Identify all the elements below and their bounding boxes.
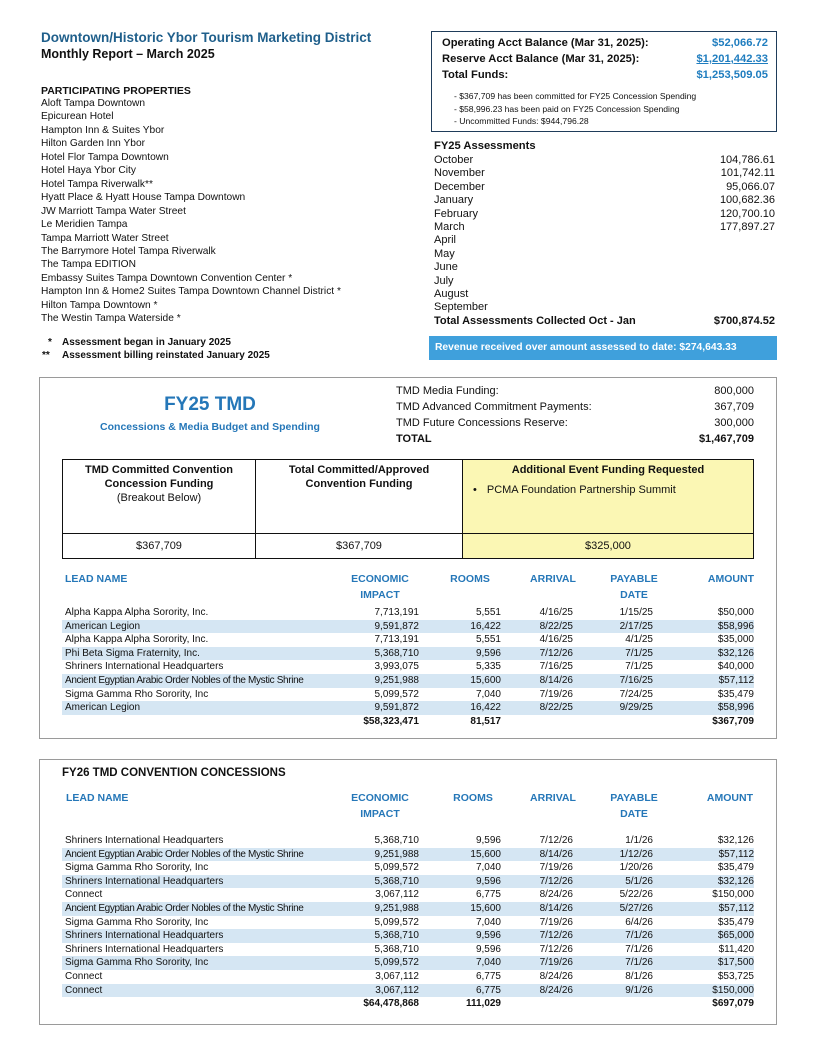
table-row — [62, 848, 754, 862]
balance-note: - $367,709 has been committed for FY25 Concession Spending — [454, 91, 697, 101]
cell-rooms: 9,596 — [475, 943, 501, 955]
cell-amount: $35,000 — [717, 634, 754, 646]
assessment-month: December — [434, 180, 485, 193]
cell-rooms: 7,040 — [475, 916, 501, 928]
cell-amount: $150,000 — [712, 984, 754, 996]
cell-lead: Sigma Gamma Rho Sorority, Inc — [65, 862, 209, 874]
property-item: Hotel Flor Tampa Downtown — [41, 151, 169, 163]
table-row — [62, 970, 754, 984]
cell-rooms: 16,422 — [470, 702, 501, 714]
total-rooms: 81,517 — [470, 715, 501, 727]
cell-payable: 1/1/26 — [625, 835, 653, 846]
table-row — [62, 916, 754, 930]
cell-amount: $32,126 — [717, 835, 754, 846]
org-title: Downtown/Historic Ybor Tourism Marketing District — [41, 30, 372, 45]
additional-funding-item — [473, 484, 753, 496]
assessment-row — [434, 194, 775, 207]
col-rooms: ROOMS — [450, 573, 490, 585]
cell-amount: $32,126 — [717, 647, 754, 659]
cell-payable: 9/1/26 — [625, 984, 653, 996]
cell-lead: Ancient Egyptian Arabic Order Nobles of the Mystic Shrine — [65, 674, 304, 686]
fy25-subtitle: Concessions & Media Budget and Spending — [100, 421, 320, 433]
header-line: Additional Event Funding Requested — [511, 464, 705, 476]
cell-impact: 3,993,075 — [374, 661, 419, 673]
balance-note: - $58,996.23 has been paid on FY25 Concession Spending — [454, 103, 680, 114]
cell-payable: 7/1/25 — [625, 647, 653, 659]
funding-summary — [396, 385, 754, 449]
col-date: DATE — [620, 808, 648, 820]
table-row — [62, 929, 754, 943]
cell-impact: 5,368,710 — [374, 647, 419, 659]
cell-arrival: 7/12/26 — [539, 930, 573, 942]
cell-impact: 5,368,710 — [374, 943, 419, 955]
cell-arrival: 7/12/26 — [539, 943, 573, 955]
cell-arrival: 7/19/26 — [539, 688, 573, 700]
assessment-month: October — [434, 154, 474, 166]
cell-rooms: 9,596 — [475, 930, 501, 942]
assessment-total-label: Total Assessments Collected Oct - Jan — [434, 314, 636, 327]
cell-impact: 5,099,572 — [374, 916, 419, 928]
fy25-title: FY25 TMD — [164, 394, 256, 415]
total-impact: $64,478,868 — [363, 998, 419, 1010]
operating-balance-row — [442, 37, 776, 53]
property-item: The Westin Tampa Waterside * — [41, 313, 181, 325]
fy25-rows — [62, 606, 754, 729]
cell-rooms: 6,775 — [475, 984, 501, 996]
assessment-month: March — [434, 220, 465, 233]
commitment-table — [62, 459, 754, 559]
assessment-value: 100,682.36 — [719, 194, 775, 207]
table-row — [62, 660, 754, 674]
cell-lead: Sigma Gamma Rho Sorority, Inc — [65, 688, 209, 700]
cell-amount: $57,112 — [718, 848, 754, 860]
cell-payable: 1/20/26 — [619, 862, 653, 874]
cell-payable: 7/16/25 — [619, 674, 653, 686]
cell-lead: Shriners International Headquarters — [65, 835, 224, 846]
properties-heading: PARTICIPATING PROPERTIES — [41, 85, 191, 97]
cell-amount: $53,725 — [717, 970, 754, 982]
cell-payable: 6/4/26 — [625, 916, 653, 928]
cell-amount: $32,126 — [717, 875, 754, 887]
funding-row — [396, 401, 754, 417]
table-row — [62, 943, 754, 957]
cell-impact: 5,368,710 — [374, 835, 419, 846]
cell-rooms: 15,600 — [470, 902, 501, 914]
cell-amount: $57,112 — [718, 674, 754, 686]
property-item: Embassy Suites Tampa Downtown Convention Center * — [41, 272, 293, 284]
cell-arrival: 8/14/26 — [539, 902, 573, 914]
total-committed-value: $367,709 — [256, 534, 463, 559]
assessment-row — [434, 248, 775, 261]
total-amount: $697,079 — [712, 998, 754, 1010]
assessment-month: August — [434, 287, 469, 300]
note-text-1: Assessment began in January 2025 — [62, 337, 231, 348]
property-item: Hotel Tampa Riverwalk** — [41, 178, 153, 190]
cell-rooms: 5,335 — [475, 661, 501, 673]
assessment-row — [434, 208, 775, 221]
reserve-balance-label: Reserve Acct Balance (Mar 31, 2025): — [442, 53, 640, 65]
cell-payable: 5/22/26 — [619, 889, 653, 901]
note-mark-1: * — [48, 337, 52, 348]
cell-arrival: 7/12/26 — [539, 647, 573, 659]
assessment-row — [434, 301, 775, 314]
cell-arrival: 8/24/26 — [539, 984, 573, 996]
assessment-row — [434, 181, 775, 194]
assessment-row — [434, 154, 775, 167]
assessment-value: 177,897.27 — [719, 220, 775, 233]
cell-arrival: 8/14/26 — [539, 674, 573, 686]
col-payable: PAYABLE — [610, 792, 658, 804]
cell-arrival: 8/22/25 — [539, 702, 573, 714]
cell-rooms: 7,040 — [475, 957, 501, 969]
cell-arrival: 8/24/26 — [539, 889, 573, 901]
cell-arrival: 8/22/25 — [539, 620, 573, 632]
assessment-month: January — [434, 194, 474, 207]
assessment-row — [434, 167, 775, 180]
cell-payable: 1/15/25 — [619, 607, 653, 618]
cell-lead: Ancient Egyptian Arabic Order Nobles of the Mystic Shrine — [65, 902, 304, 914]
col-economic: ECONOMIC — [351, 792, 409, 804]
table-row — [62, 688, 754, 702]
table-row — [62, 902, 754, 916]
funding-total-value: $1,467,709 — [698, 433, 754, 445]
funding-row — [396, 417, 754, 433]
cell-payable: 9/29/25 — [619, 702, 653, 714]
cell-amount: $40,000 — [717, 661, 754, 673]
col-arrival: ARRIVAL — [530, 792, 576, 804]
cell-amount: $11,420 — [718, 943, 754, 955]
property-item: Epicurean Hotel — [41, 111, 114, 123]
assessment-total-value: $700,874.52 — [713, 314, 775, 327]
funding-total-label: TOTAL — [396, 433, 432, 445]
operating-balance-label: Operating Acct Balance (Mar 31, 2025): — [442, 37, 649, 49]
cell-impact: 9,591,872 — [374, 702, 419, 714]
cell-impact: 3,067,112 — [375, 889, 419, 901]
property-item: Hyatt Place & Hyatt House Tampa Downtown — [41, 192, 246, 204]
cell-payable: 5/1/26 — [625, 875, 653, 887]
assessment-total-row — [434, 315, 775, 328]
cell-payable: 4/1/25 — [625, 634, 653, 646]
total-amount: $367,709 — [712, 715, 754, 727]
total-committed-header — [256, 460, 463, 534]
cell-arrival: 7/12/26 — [539, 875, 573, 887]
cell-lead: Alpha Kappa Alpha Sorority, Inc. — [65, 607, 209, 618]
additional-funding-header — [463, 460, 754, 534]
col-lead-name: LEAD NAME — [65, 573, 128, 585]
fy26-title: FY26 TMD CONVENTION CONCESSIONS — [62, 767, 286, 779]
table-row — [62, 875, 754, 889]
table-row — [62, 606, 754, 620]
cell-arrival: 7/19/26 — [539, 916, 573, 928]
table-row — [62, 956, 754, 970]
cell-lead: American Legion — [65, 702, 141, 714]
cell-amount: $65,000 — [717, 930, 754, 942]
table-row — [62, 861, 754, 875]
cell-payable: 7/24/25 — [619, 688, 653, 700]
funding-value: 800,000 — [714, 385, 754, 397]
cell-payable: 1/12/26 — [619, 848, 653, 860]
reserve-balance-row — [442, 53, 776, 69]
col-lead-name: LEAD NAME — [66, 792, 129, 804]
funding-label: TMD Advanced Commitment Payments: — [396, 401, 592, 413]
cell-impact: 9,251,988 — [374, 902, 419, 914]
properties-list — [41, 97, 411, 326]
property-item: Hotel Haya Ybor City — [41, 165, 136, 177]
cell-rooms: 15,600 — [470, 848, 501, 860]
property-item: Hampton Inn & Suites Ybor — [41, 124, 165, 136]
funding-label: TMD Media Funding: — [396, 385, 499, 397]
cell-rooms: 6,775 — [475, 970, 501, 982]
total-funds-row — [442, 69, 776, 85]
cell-rooms: 9,596 — [475, 875, 501, 887]
property-item: The Barrymore Hotel Tampa Riverwalk — [41, 245, 216, 257]
cell-impact: 3,067,112 — [375, 970, 419, 982]
cell-impact: 5,099,572 — [374, 957, 419, 969]
col-amount: AMOUNT — [707, 573, 754, 585]
total-rooms: 111,029 — [465, 998, 501, 1010]
cell-payable: 5/27/26 — [619, 902, 653, 914]
funding-label: TMD Future Concessions Reserve: — [396, 417, 568, 429]
cell-impact: 7,713,191 — [374, 634, 419, 646]
assessment-row — [434, 275, 775, 288]
table-total-row — [62, 997, 754, 1011]
property-item: Le Meridien Tampa — [41, 219, 128, 231]
header-line: Convention Funding — [305, 478, 413, 490]
fy26-rows — [62, 834, 754, 1011]
cell-amount: $58,996 — [717, 702, 754, 714]
cell-rooms: 6,775 — [475, 889, 501, 901]
cell-rooms: 5,551 — [475, 607, 501, 618]
funding-value: 367,709 — [714, 401, 754, 413]
assessment-value: 104,786.61 — [719, 154, 775, 166]
cell-lead: Shriners International Headquarters — [65, 875, 224, 887]
property-item: Tampa Marriott Water Street — [41, 232, 169, 244]
cell-impact: 9,591,872 — [374, 620, 419, 632]
cell-lead: Shriners International Headquarters — [65, 943, 224, 955]
cell-rooms: 7,040 — [475, 862, 501, 874]
col-date: DATE — [620, 589, 648, 601]
table-row — [62, 647, 754, 661]
balance-note: - Uncommitted Funds: $944,796.28 — [454, 116, 589, 126]
table-row — [62, 633, 754, 647]
cell-amount: $35,479 — [717, 862, 754, 874]
cell-payable: 7/1/26 — [625, 943, 653, 955]
total-funds-value: $1,253,509.05 — [696, 69, 768, 81]
cell-amount: $35,479 — [717, 916, 754, 928]
assessment-month: February — [434, 207, 479, 220]
committed-concession-value: $367,709 — [63, 534, 256, 559]
assessment-value: 101,742.11 — [720, 167, 775, 180]
col-rooms: ROOMS — [453, 792, 493, 804]
cell-lead: Sigma Gamma Rho Sorority, Inc — [65, 916, 209, 928]
col-impact: IMPACT — [360, 589, 400, 601]
col-economic: ECONOMIC — [351, 573, 409, 585]
committed-concession-header — [63, 460, 256, 534]
note-text-2: Assessment billing reinstated January 2025 — [62, 350, 270, 361]
cell-arrival: 4/16/25 — [539, 634, 573, 646]
col-arrival: ARRIVAL — [530, 573, 576, 585]
table-row — [62, 620, 754, 634]
additional-funding-text: PCMA Foundation Partnership Summit — [486, 484, 676, 496]
cell-lead: Shriners International Headquarters — [65, 930, 224, 942]
cell-impact: 9,251,988 — [374, 674, 419, 686]
cell-impact: 3,067,112 — [375, 984, 419, 996]
cell-arrival: 8/24/26 — [539, 970, 573, 982]
assessment-month: June — [434, 261, 458, 274]
cell-payable: 7/1/25 — [625, 661, 653, 673]
cell-amount: $57,112 — [718, 902, 754, 914]
assessment-month: November — [434, 167, 485, 180]
cell-impact: 5,368,710 — [374, 875, 419, 887]
col-amount: AMOUNT — [706, 792, 753, 804]
cell-rooms: 16,422 — [470, 620, 501, 632]
cell-payable: 2/17/25 — [619, 620, 653, 632]
cell-lead: Ancient Egyptian Arabic Order Nobles of the Mystic Shrine — [65, 848, 304, 860]
assessment-month: September — [434, 301, 488, 314]
cell-lead: Connect — [65, 984, 103, 996]
cell-arrival: 7/19/26 — [539, 862, 573, 874]
property-item: JW Marriott Tampa Water Street — [41, 205, 186, 217]
cell-arrival: 7/16/25 — [539, 661, 573, 673]
assessment-row — [434, 288, 775, 301]
funding-value: 300,000 — [714, 417, 754, 429]
assessment-month: April — [434, 234, 457, 247]
cell-payable: 8/1/26 — [625, 970, 653, 982]
cell-lead: Connect — [65, 889, 103, 901]
cell-lead: Phi Beta Sigma Fraternity, Inc. — [65, 647, 200, 659]
cell-payable: 7/1/26 — [625, 957, 653, 969]
table-row — [62, 888, 754, 902]
total-impact: $58,323,471 — [363, 715, 419, 727]
operating-balance-value: $52,066.72 — [712, 37, 768, 49]
cell-arrival: 4/16/25 — [539, 607, 573, 618]
funding-total-row — [396, 433, 754, 449]
assessment-value: 95,066.07 — [726, 180, 775, 193]
table-row — [62, 834, 754, 848]
col-impact: IMPACT — [360, 808, 400, 820]
cell-arrival: 7/19/26 — [539, 957, 573, 969]
cell-amount: $35,479 — [717, 688, 754, 700]
cell-arrival: 7/12/26 — [539, 835, 573, 846]
cell-payable: 7/1/26 — [625, 930, 653, 942]
assessment-row — [434, 261, 775, 274]
cell-amount: $50,000 — [717, 607, 754, 618]
additional-funding-value: $325,000 — [463, 534, 754, 559]
cell-impact: 7,713,191 — [374, 607, 419, 618]
property-item: Hampton Inn & Home2 Suites Tampa Downtown Channel District * — [41, 286, 341, 298]
property-item: Aloft Tampa Downtown — [41, 98, 146, 109]
table-row — [62, 674, 754, 688]
balance-notes — [454, 90, 776, 128]
assessment-row — [434, 234, 775, 247]
assessments — [434, 140, 775, 328]
cell-arrival: 8/14/26 — [539, 848, 573, 860]
assessment-row — [434, 221, 775, 234]
property-item: Hilton Tampa Downtown * — [41, 299, 158, 311]
funding-row — [396, 385, 754, 401]
col-payable: PAYABLE — [610, 573, 658, 585]
cell-impact: 5,099,572 — [374, 862, 419, 874]
note-mark-2: ** — [42, 350, 50, 361]
table-row — [62, 701, 754, 715]
assessment-month: July — [434, 274, 454, 287]
cell-rooms: 7,040 — [475, 688, 501, 700]
cell-rooms: 9,596 — [475, 835, 501, 846]
cell-impact: 9,251,988 — [374, 848, 419, 860]
header-line: Total Committed/Approved — [288, 464, 430, 476]
property-item: Hilton Garden Inn Ybor — [41, 138, 146, 150]
cell-lead: Shriners International Headquarters — [65, 661, 224, 673]
assessments-heading: FY25 Assessments — [434, 140, 536, 152]
header-line: TMD Committed Convention — [85, 464, 233, 476]
cell-lead: Sigma Gamma Rho Sorority, Inc — [65, 957, 209, 969]
cell-lead: American Legion — [65, 620, 141, 632]
revenue-note-bar: Revenue received over amount assessed to date: $274,643.33 — [429, 336, 777, 360]
cell-rooms: 15,600 — [470, 674, 501, 686]
cell-amount: $58,996 — [717, 620, 754, 632]
assessment-value: 120,700.10 — [719, 207, 775, 220]
balance-box — [431, 31, 777, 132]
cell-impact: 5,099,572 — [374, 688, 419, 700]
assessment-month: May — [434, 247, 455, 260]
table-row — [62, 984, 754, 998]
cell-rooms: 5,551 — [475, 634, 501, 646]
cell-lead: Connect — [65, 970, 103, 982]
table-total-row — [62, 715, 754, 729]
total-funds-label: Total Funds: — [442, 69, 509, 81]
reserve-balance-value: $1,201,442.33 — [696, 53, 768, 65]
cell-rooms: 9,596 — [475, 647, 501, 659]
cell-lead: Alpha Kappa Alpha Sorority, Inc. — [65, 634, 209, 646]
cell-amount: $17,500 — [717, 957, 754, 969]
cell-amount: $150,000 — [712, 889, 754, 901]
cell-impact: 5,368,710 — [374, 930, 419, 942]
header-line: Concession Funding — [104, 478, 214, 490]
property-item: The Tampa EDITION — [41, 259, 136, 271]
report-title: Monthly Report – March 2025 — [41, 47, 215, 61]
bullet-icon: • — [473, 484, 477, 496]
header-line: (Breakout Below) — [116, 492, 202, 504]
